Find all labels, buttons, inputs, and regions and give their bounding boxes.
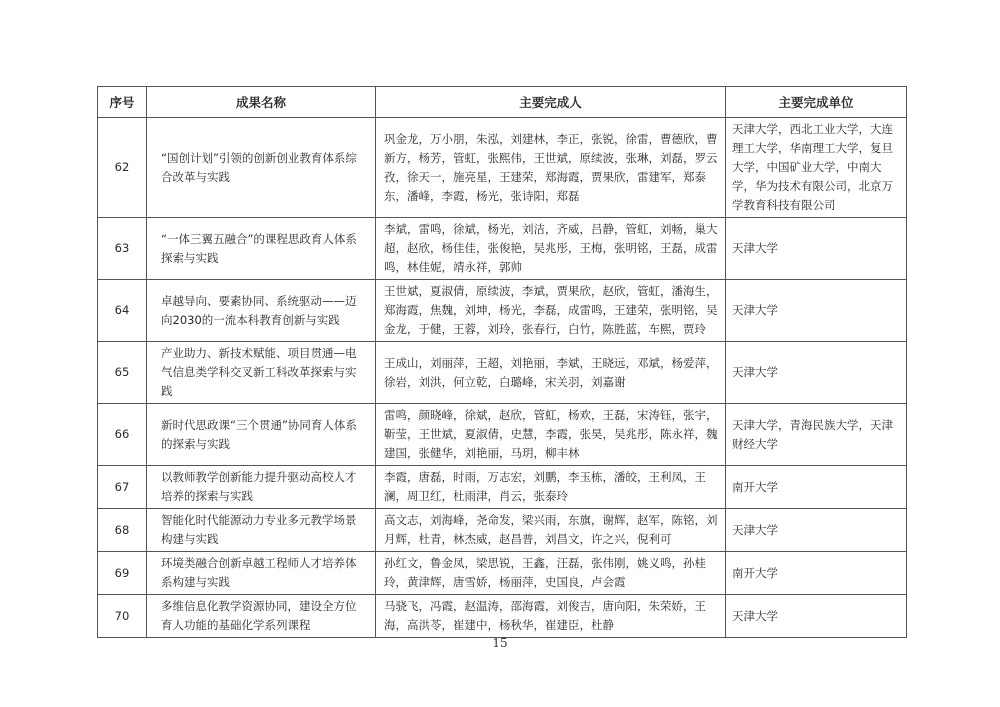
achievement-name-cell: 多维信息化教学资源协同，建设全方位育人功能的基础化学系列课程	[147, 595, 376, 638]
header-row	[98, 87, 907, 118]
achievement-name-cell: “国创计划”引领的创新创业教育体系综合改革与实践	[147, 118, 376, 218]
units-cell: 南开大学	[726, 552, 907, 595]
units-cell: 天津大学	[726, 509, 907, 552]
achievement-table	[97, 86, 907, 638]
table-row	[98, 118, 907, 218]
contributors-cell: 王世斌，夏淑倩，原续波，李斌，贾果欣，赵欣，管虹，潘海生，郑海霞，焦魏，刘坤，杨光，李磊，成雷鸣，王建荣，张明铭，吴金龙，于健，王蓉，刘玲，张春行，白竹，陈胜蓝，车熙，贾玲	[376, 280, 726, 342]
units-cell: 天津大学	[726, 595, 907, 638]
header-main-units: 主要完成单位	[726, 87, 907, 118]
units-cell: 天津大学	[726, 218, 907, 280]
serial-number-cell: 62	[98, 118, 147, 218]
table-row	[98, 595, 907, 638]
serial-number-cell: 65	[98, 342, 147, 404]
contributors-cell: 李斌，雷鸣，徐斌，杨光，刘洁，齐威，吕静，管虹，刘畅，巢大超，赵欣，杨佳佳，张俊艳，吴兆彤，王梅，张明铭，王磊，成雷鸣，林佳妮，靖永祥，郭帅	[376, 218, 726, 280]
contributors-cell: 孙红文，鲁金凤，梁思锐，王鑫，汪磊，张伟刚，姚义鸣，孙桂玲，黄津辉，唐雪娇，杨丽萍，史国良，卢会霞	[376, 552, 726, 595]
table-row	[98, 404, 907, 466]
serial-number-cell: 64	[98, 280, 147, 342]
units-cell: 天津大学，青海民族大学，天津财经大学	[726, 404, 907, 466]
table-body	[98, 118, 907, 638]
achievement-name-cell: 卓越导向、要素协同、系统驱动——迈向2030的一流本科教育创新与实践	[147, 280, 376, 342]
achievement-name-cell: 产业助力、新技术赋能、项目贯通—电气信息类学科交叉新工科改革探索与实践	[147, 342, 376, 404]
serial-number-cell: 63	[98, 218, 147, 280]
contributors-cell: 巩金龙，万小朋，朱泓，刘建林，李正，张锐，徐雷，曹德欣，曹新方，杨芳，管虹，张熙伟，王世斌，原续波，张琳，刘磊，罗云孜，徐天一，施亮星，王建荣，郑海霞，贾果欣，雷建军，郑泰东，潘峰，李霞，杨光，张诗阳，郑磊	[376, 118, 726, 218]
contributors-cell: 高文志，刘海峰，尧命发，梁兴雨，东旗，谢辉，赵军，陈铭，刘月辉，杜青，林杰威，赵昌普，刘昌文，许之兴，倪利可	[376, 509, 726, 552]
serial-number-cell: 69	[98, 552, 147, 595]
units-cell: 天津大学	[726, 280, 907, 342]
contributors-cell: 李霞，唐磊，时雨，万志宏，刘鹏，李玉栋，潘皎，王利凤，王澜，周卫红，杜雨津，肖云，张泰玲	[376, 466, 726, 509]
table-row	[98, 280, 907, 342]
contributors-cell: 马骁飞，冯霞，赵温涛，邵海霞，刘俊吉，唐向阳，朱荣娇，王海，高洪苓，崔建中，杨秋华，崔建臣，杜静	[376, 595, 726, 638]
table-row	[98, 218, 907, 280]
header-serial-number: 序号	[98, 87, 147, 118]
table-row	[98, 466, 907, 509]
table-header	[98, 87, 907, 118]
header-main-contributors: 主要完成人	[376, 87, 726, 118]
serial-number-cell: 66	[98, 404, 147, 466]
achievement-name-cell: 智能化时代能源动力专业多元教学场景构建与实践	[147, 509, 376, 552]
contributors-cell: 王成山，刘丽萍，王超，刘艳丽，李斌，王晓远，邓斌，杨爱萍，徐岩，刘洪，何立乾，白璐峰，宋关羽，刘嘉谢	[376, 342, 726, 404]
table-row	[98, 552, 907, 595]
units-cell: 天津大学	[726, 342, 907, 404]
achievement-name-cell: “一体三翼五融合”的课程思政育人体系探索与实践	[147, 218, 376, 280]
contributors-cell: 雷鸣，颜晓峰，徐斌，赵欣，管虹，杨欢，王磊，宋涛钰，张宇，靳莹，王世斌，夏淑倩，史慧，李霞，张昊，吴兆彤，陈永祥，魏建国，张健华，刘艳丽，马玥，柳丰林	[376, 404, 726, 466]
achievement-name-cell: 新时代思政课“三个贯通”协同育人体系的探索与实践	[147, 404, 376, 466]
units-cell: 天津大学，西北工业大学，大连理工大学，华南理工大学，复旦大学，中国矿业大学，中南大学，华为技术有限公司，北京万学教育科技有限公司	[726, 118, 907, 218]
achievement-name-cell: 环境类融合创新卓越工程师人才培养体系构建与实践	[147, 552, 376, 595]
serial-number-cell: 67	[98, 466, 147, 509]
table-row	[98, 342, 907, 404]
table-row	[98, 509, 907, 552]
achievement-name-cell: 以教师教学创新能力提升驱动高校人才培养的探索与实践	[147, 466, 376, 509]
header-achievement-name: 成果名称	[147, 87, 376, 118]
units-cell: 南开大学	[726, 466, 907, 509]
serial-number-cell: 70	[98, 595, 147, 638]
serial-number-cell: 68	[98, 509, 147, 552]
page-number: 15	[492, 636, 508, 650]
